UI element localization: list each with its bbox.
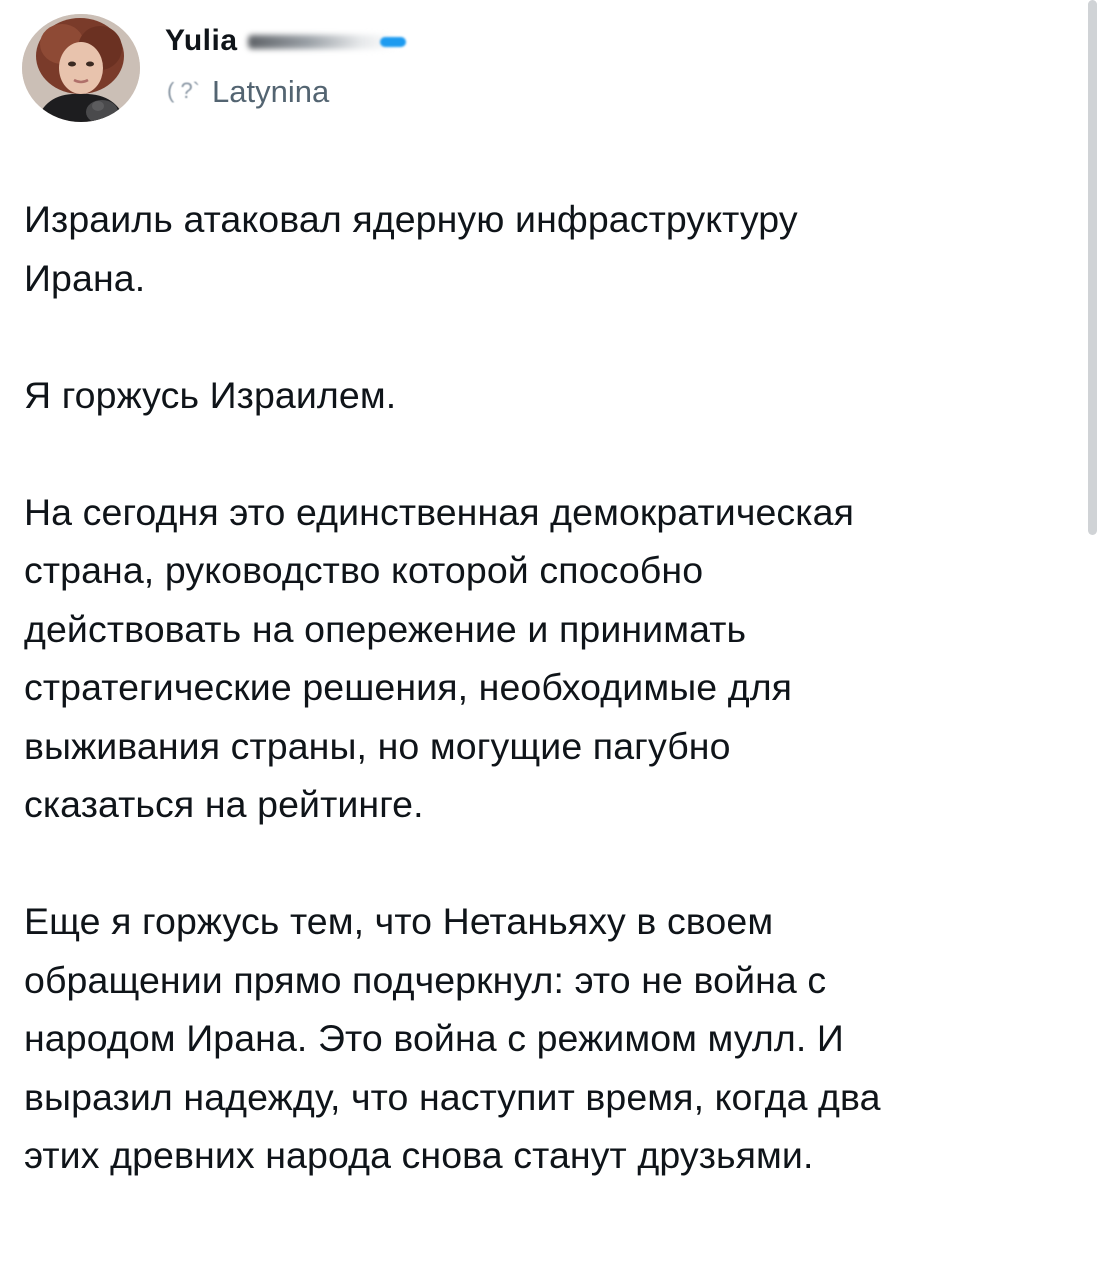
redacted-name-blur	[248, 35, 398, 49]
at-icon: ( ?`	[167, 78, 200, 103]
tweet-paragraph: Израиль атаковал ядерную инфраструктуру Ирана.	[24, 198, 798, 299]
display-name[interactable]	[165, 24, 406, 58]
verified-badge-icon	[380, 37, 406, 47]
handle-text: Latynina	[212, 74, 330, 109]
tweet-text	[24, 190, 1084, 1185]
display-name-text: Yulia	[165, 24, 238, 57]
tweet-paragraph: Еще я горжусь тем, что Нетаньяху в своем обращении прямо подчеркнул: это не война с народом Ирана. Это война с режимом мулл. И выразил надежду, что наступит время, когда два этих древних народа снова станут друзьями.	[24, 900, 881, 1176]
tweet-paragraph: Я горжусь Израилем.	[24, 373, 397, 416]
scrollbar[interactable]	[1088, 0, 1097, 535]
tweet-header	[22, 14, 722, 126]
person-avatar-icon	[22, 14, 140, 122]
handle-row[interactable]	[167, 74, 329, 110]
avatar[interactable]	[22, 14, 140, 122]
tweet-paragraph: На сегодня это единственная демократическая страна, руководство которой способно действовать на опережение и принимать стратегические решения, необходимые для выживания страны, но могущие пагубно сказаться на рейтинге.	[24, 490, 854, 825]
